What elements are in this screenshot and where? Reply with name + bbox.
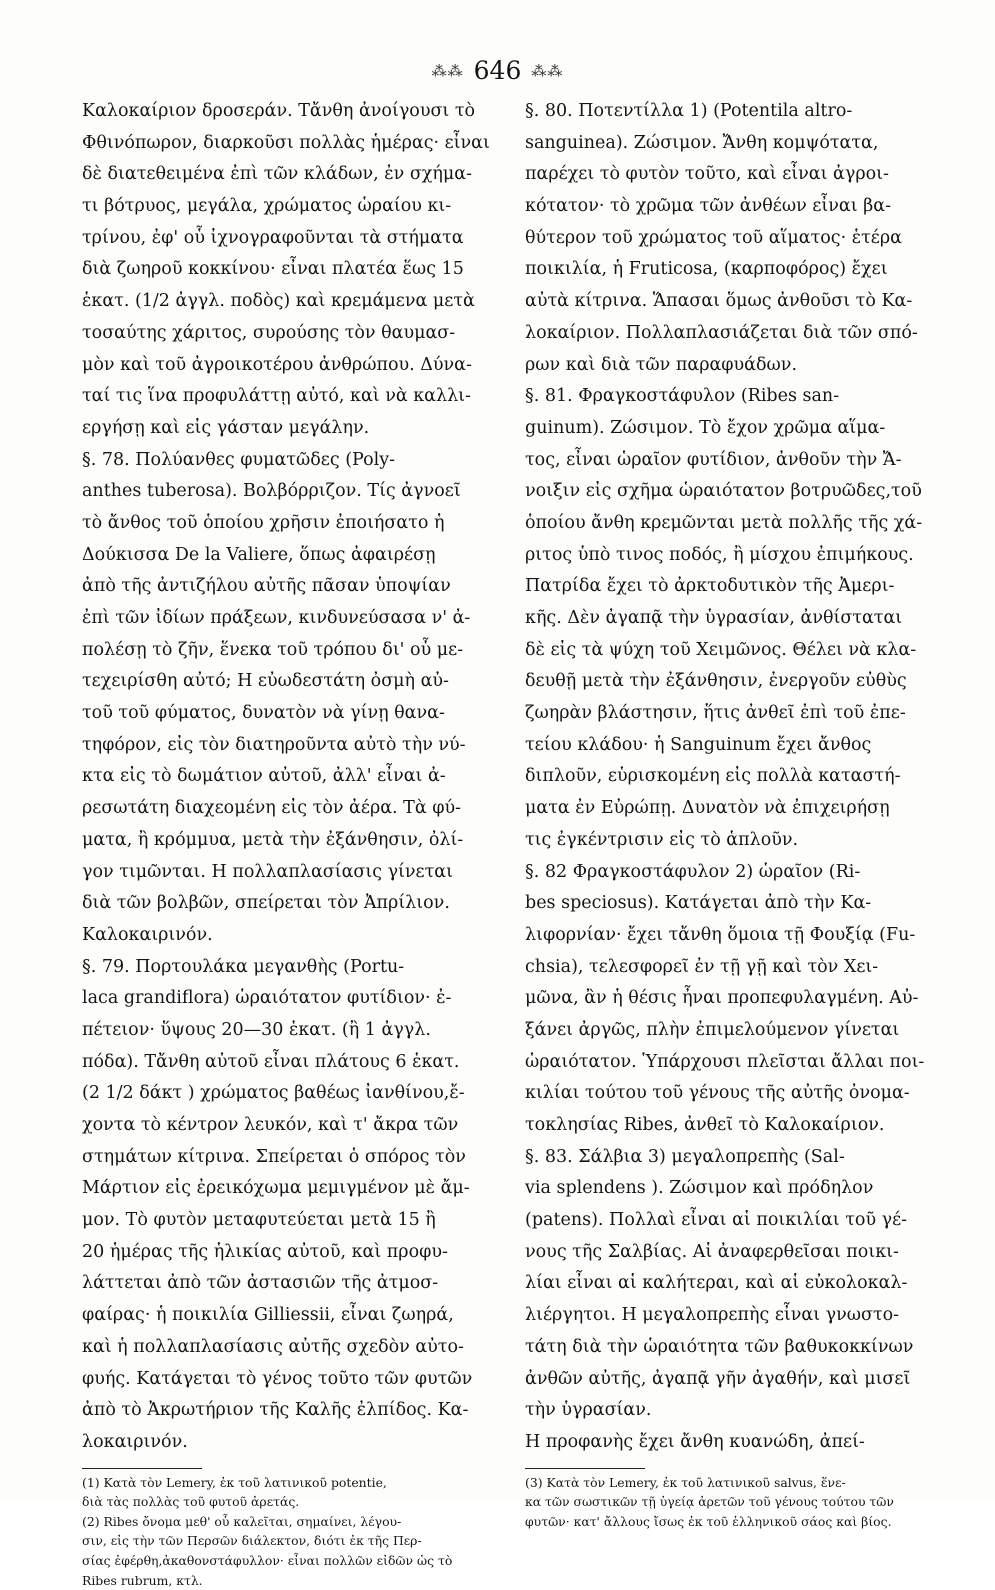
right-column-text-line: guinum). Ζώσιμον. Τὸ ἔχον χρῶμα αἵμα- — [525, 417, 886, 438]
right-column-text-line: θύτερον τοῦ χρώματος τοῦ αἵματος· ἑτέρα — [525, 227, 902, 248]
right-column-text-line: (patens). Πολλαὶ εἶναι αἱ ποικιλίαι τοῦ γέ- — [525, 1210, 908, 1231]
right-column-text-line: ματα ἐν Εὐρώπῃ. Δυνατὸν νὰ ἐπιχειρήσῃ — [525, 798, 890, 819]
right-ornament: ⁂⁂ — [531, 61, 564, 80]
right-column-text-line: §. 81. Φραγκοστάφυλον (Ribes san- — [525, 386, 840, 407]
right-column-text-line: §. 83. Σάλβια 3) μεγαλοπρεπὴς (Sal- — [525, 1146, 845, 1167]
left-column-text-line: Καλοκαιρινόν. — [82, 924, 213, 945]
left-column-text-line: ρεσωτάτη διαχεομένη εἰς τὸν ἀέρα. Τὰ φύ- — [82, 798, 462, 819]
right-column-text-line: Πατρίδα ἔχει τὸ ἀρκτοδυτικὸν τῆς Ἀμερι- — [525, 576, 895, 597]
right-column-text-line: ποικιλία, ἡ Fruticosa, (καρποφόρος) ἔχει — [525, 259, 888, 280]
left-column-text-line: φαίρας· ἡ ποικιλία Gilliessii, εἶναι ζωηρά, — [82, 1305, 454, 1326]
left-column-text-line: ἑκατ. (1/2 ἀγγλ. ποδὸς) καὶ κρεμάμενα μετὰ — [82, 291, 475, 312]
left-column-text-line: Μάρτιον εἰς ἐρεικόχωμα μεμιγμένον μὲ ἄμ- — [82, 1178, 470, 1199]
right-column-text-line: chsia), τελεσφορεῖ ἐν τῇ γῇ καὶ τὸν Χει- — [525, 956, 879, 977]
right-column-text-line: ἀνθῶν αὐτῆς, ἀγαπᾷ γῆν ἀγαθήν, καὶ μισεῖ — [525, 1368, 911, 1389]
right-column-text-line: τάτη διὰ τὴν ὡραιότητα τῶν βαθυκοκκίνων — [525, 1336, 914, 1357]
right-column-text-line: λίαι εἶναι αἱ καλήτεραι, καὶ αἱ εὐκολοκαλ- — [525, 1273, 908, 1294]
right-column-text-line: τος, εἶναι ὡραῖον φυτίδιον, ἀνθοῦν τὴν Ἄ- — [525, 449, 902, 470]
left-column-text-line: τοσαύτης χάριτος, συρούσης τὸν θαυμασ- — [82, 322, 456, 343]
right-column-text-line: via splendens ). Ζώσιμον καὶ πρόδηλον — [525, 1178, 874, 1199]
right-column-text-line: τοκλησίας Ribes, ἀνθεῖ τὸ Καλοκαίριον. — [525, 1115, 885, 1135]
right-column-text-line: λιφορνίαν· ἔχει τἄνθη ὅμοια τῇ Φουξίᾳ (Fu- — [525, 924, 916, 945]
right-column-text-line: κῆς. Δὲν ἀγαπᾷ τὴν ὑγρασίαν, ἀνθίσταται — [525, 608, 903, 628]
right-column-text-line: ρων καὶ διὰ τῶν παραφυάδων. — [525, 354, 798, 375]
right-column-text-line: τις ἐγκέντρισιν εἰς τὸ ἁπλοῦν. — [525, 829, 799, 850]
left-column-text-line: τι βότρυος, μεγάλα, χρώματος ὡραίου κι- — [82, 196, 452, 217]
left-column-text-line: φυής. Κατάγεται τὸ γένος τοῦτο τῶν φυτῶν — [82, 1368, 473, 1389]
right-column-text-line: §. 80. Ποτεντίλλα 1) (Potentila altro- — [525, 101, 853, 121]
page-header — [0, 52, 995, 88]
left-column-text-line: τεχειρίσθη αὐτό; Η εὐωδεστάτη ὀσμὴ αὐ- — [82, 671, 449, 692]
left-column-text-line: §. 79. Πορτουλάκα μεγανθὴς (Portu- — [82, 956, 405, 977]
left-column-text-line: καὶ ἡ πολλαπλασίασις αὐτῆς σχεδὸν αὐτο- — [82, 1336, 464, 1357]
footnote-line: σιν, εἰς τὴν τῶν Περσῶν διάλεκτον, διότι ἐκ τῆς Περ- — [82, 1533, 422, 1549]
left-column-footnotes — [82, 1473, 507, 1590]
right-column-text-line: κότατον· τὸ χρῶμα τῶν ἀνθέων εἶναι βα- — [525, 196, 891, 217]
left-column-text-line: ἀπὸ τὸ Ἀκρωτήριον τῆς Καλῆς ἐλπίδος. Κα- — [82, 1400, 469, 1421]
right-column-text-line: ξάνει ἀργῶς, πλὴν ἐπιμελούμενον γίνεται — [525, 1019, 900, 1040]
left-column-text-line: διὰ τῶν βολβῶν, σπείρεται τὸν Ἀπρίλιον. — [82, 893, 450, 914]
left-column-text-line: γον τιμῶνται. Η πολλαπλασίασις γίνεται — [82, 861, 453, 882]
left-column-text-line: μὸν καὶ τοῦ ἀγροικοτέρου ἀνθρώπου. Δύνα- — [82, 354, 472, 375]
right-column-text-line: μῶνα, ἂν ἡ θέσις ἦναι προπεφυλαγμένη. Αὐ- — [525, 988, 919, 1009]
left-column-text-line: 20 ἡμέρας τῆς ἡλικίας αὐτοῦ, καὶ προφυ- — [82, 1241, 448, 1262]
right-column-text-line: Η προφανὴς ἔχει ἄνθη κυανώδη, ἀπεί- — [525, 1431, 865, 1452]
left-column-text-line: πολέσῃ τὸ ζῆν, ἕνεκα τοῦ τρόπου δι' οὗ με- — [82, 639, 464, 660]
right-column-text-line: δευθῇ μετὰ τὴν ἐξάνθησιν, ἐνεργοῦν εὐθὺς — [525, 671, 907, 692]
right-column-text-line: §. 82 Φραγκοστάφυλον 2) ὡραῖον (Ri- — [525, 861, 861, 882]
left-column-text-line: πόδα). Τἄνθη αὐτοῦ εἶναι πλάτους 6 ἑκατ. — [82, 1051, 460, 1072]
left-column-text-line: τρίνου, ἐφ' οὗ ἰχνογραφοῦνται τὰ στήματα — [82, 227, 464, 248]
left-column-text-line: laca grandiflora) ὡραιότατον φυτίδιον· ἐ- — [82, 988, 452, 1009]
right-column-text-line: ζωηρὰν βλάστησιν, ἥτις ἀνθεῖ ἐπὶ τοῦ ἐπε- — [525, 703, 906, 724]
left-column-text-line: Καλοκαίριον δροσεράν. Τἄνθη ἀνοίγουσι τὸ — [82, 101, 476, 121]
left-column-text-line: λοκαιρινόν. — [82, 1431, 188, 1452]
right-column-footnote-rule — [525, 1468, 645, 1469]
footnote-line: διὰ τὰς πολλὰς τοῦ φυτοῦ ἀρετάς. — [82, 1494, 300, 1510]
right-column-text-line: δὲ εἰς τὰ ψύχη τοῦ Χειμῶνος. Θέλει νὰ κλα- — [525, 639, 917, 660]
left-column-text-line: Φθινόπωρον, διαρκοῦσι πολλὰς ἡμέρας· εἶναι — [82, 132, 490, 153]
right-column-text-line: κιλίαι τούτου τοῦ γένους τῆς αὐτῆς ὀνομα- — [525, 1083, 910, 1104]
left-column-text-line: τοῦ τοῦ φύματος, δυνατὸν νὰ γίνῃ θανα- — [82, 703, 445, 724]
footnote-line: σίας ἐφέρθη,ἀκαθονστάφυλλον· εἶναι πολλῶν εἰδῶν ὡς τὸ — [82, 1552, 453, 1568]
right-column-text-line: νους τῆς Σαλβίας. Αἱ ἀναφερθεῖσαι ποικι- — [525, 1241, 899, 1262]
left-column-text-line: ἐπὶ τῶν ἰδίων πράξεων, κινδυνεύσασα ν' ἀ- — [82, 608, 471, 628]
right-column-text-line: τείου κλάδου· ἡ Sanguinum ἔχει ἄνθος — [525, 734, 872, 755]
left-ornament: ⁂⁂ — [431, 61, 464, 80]
right-column-footnotes — [525, 1473, 935, 1532]
right-column-text-line: ριτος ὑπὸ τινος ποδός, ἢ μίσχου ἐπιμήκους. — [525, 544, 914, 565]
left-column-text-line: ματα, ἢ κρόμμυα, μετὰ τὴν ἐξάνθησιν, ὀλί- — [82, 829, 464, 850]
left-column-text-line: διὰ ζωηροῦ κοκκίνου· εἶναι πλατέα ἕως 15 — [82, 259, 464, 280]
left-column-text-line: λάττεται ἀπὸ τῶν ἀστασιῶν τῆς ἀτμοσ- — [82, 1273, 439, 1294]
right-column-text-line: λιέργητοι. Η μεγαλοπρεπὴς εἶναι γνωστο- — [525, 1305, 900, 1326]
right-column-text-line: ὁποίου ἄνθη κρεμῶνται μετὰ πολλῆς τῆς χά- — [525, 512, 923, 533]
right-column-text-line: sanguinea). Ζώσιμον. Ἄνθη κομψότατα, — [525, 132, 879, 153]
left-column-text-line: τὸ ἄνθος τοῦ ὁποίου χρῆσιν ἐποιήσατο ἡ — [82, 512, 445, 533]
footnote-line: φυτῶν· κατ' ἄλλους ἴσως ἐκ τοῦ ἑλληνικοῦ σάος καὶ βίος. — [525, 1513, 892, 1529]
left-column-text-line: κτα εἰς τὸ δωμάτιον αὐτοῦ, ἀλλ' εἶναι ἀ- — [82, 766, 446, 787]
footnote-line: (1) Κατὰ τὸν Lemery, ἐκ τοῦ λατινικοῦ potentie, — [82, 1474, 387, 1490]
right-column-text-line: παρέχει τὸ φυτὸν τοῦτο, καὶ εἶναι ἀγροι- — [525, 164, 889, 185]
right-column-text-line: διπλοῦν, εὑρισκομένη εἰς πολλὰ καταστή- — [525, 766, 901, 787]
footnote-line: κα τῶν σωστικῶν τῇ ὑγείᾳ ἀρετῶν τοῦ γένους τούτου τῶν — [525, 1494, 894, 1510]
left-column-text-line: εργήσῃ καὶ εἰς γάσταν μεγάλην. — [82, 417, 370, 438]
footnote-line: (3) Κατὰ τὸν Lemery, ἐκ τοῦ λατινικοῦ salvus, ἕνε- — [525, 1474, 846, 1490]
left-column-text-line: ταί τις ἵνα προφυλάττῃ αὐτό, καὶ νὰ καλλι- — [82, 386, 471, 407]
left-column-text-line: χοντα τὸ κέντρον λευκόν, καὶ τ' ἄκρα τῶν — [82, 1115, 459, 1135]
footnote-line: Ribes rubrum, κτλ. — [82, 1572, 203, 1588]
right-column-text-line: bes speciosus). Κατάγεται ἀπὸ τὴν Κα- — [525, 893, 872, 914]
left-column-text-line: ἀπὸ τῆς ἀντιζήλου αὐτῆς πᾶσαν ὑποψίαν — [82, 576, 451, 597]
left-column-text-line: anthes tuberosa). Βολβόρριζον. Τίς ἀγνοεῖ — [82, 481, 461, 502]
left-column-text-line: (2 1/2 δάκτ ) χρώματος βαθέως ἰανθίνου,ἔ- — [82, 1083, 465, 1104]
left-column-text-line: δὲ διατεθειμένα ἐπὶ τῶν κλάδων, ἐν σχήμα- — [82, 164, 472, 185]
right-column-text-line: λοκαίριον. Πολλαπλασιάζεται διὰ τῶν σπό- — [525, 322, 918, 343]
right-column-text-line: νοιξιν εἰς σχῆμα ὡραιότατον βοτρυῶδες,τοῦ — [525, 481, 922, 502]
left-column-text-line: πέτειον· ὕψους 20—30 ἑκατ. (ἢ 1 ἀγγλ. — [82, 1019, 431, 1040]
left-column-text-line: μον. Τὸ φυτὸν μεταφυτεύεται μετὰ 15 ἢ — [82, 1210, 436, 1231]
left-column-footnote-rule — [82, 1468, 202, 1469]
footnote-line: (2) Ribes ὄνομα μεθ' οὗ καλεῖται, σημαίνει, λέγου- — [82, 1513, 402, 1529]
left-column-text-line: §. 78. Πολύανθες φυματῶδες (Poly- — [82, 449, 396, 470]
left-column — [82, 96, 507, 1590]
page-number: 646 — [473, 55, 522, 85]
left-column-text-line: τηφόρον, εἰς τὸν διατηροῦντα αὐτὸ τὴν νύ- — [82, 734, 466, 755]
right-column — [525, 96, 935, 1531]
right-column-text-line: τὴν ὑγρασίαν. — [525, 1400, 652, 1421]
right-column-text-line: ὡραιότατον. Ὑπάρχουσι πλεῖσται ἄλλαι ποι- — [525, 1051, 925, 1072]
left-column-text-line: Δούκισσα De la Valiere, ὅπως ἀφαιρέσῃ — [82, 544, 436, 565]
right-column-text-line: αὐτὰ κίτρινα. Ἅπασαι ὅμως ἀνθοῦσι τὸ Κα- — [525, 291, 913, 312]
left-column-text-line: στημάτων κίτρινα. Σπείρεται ὁ σπόρος τὸν — [82, 1146, 466, 1167]
